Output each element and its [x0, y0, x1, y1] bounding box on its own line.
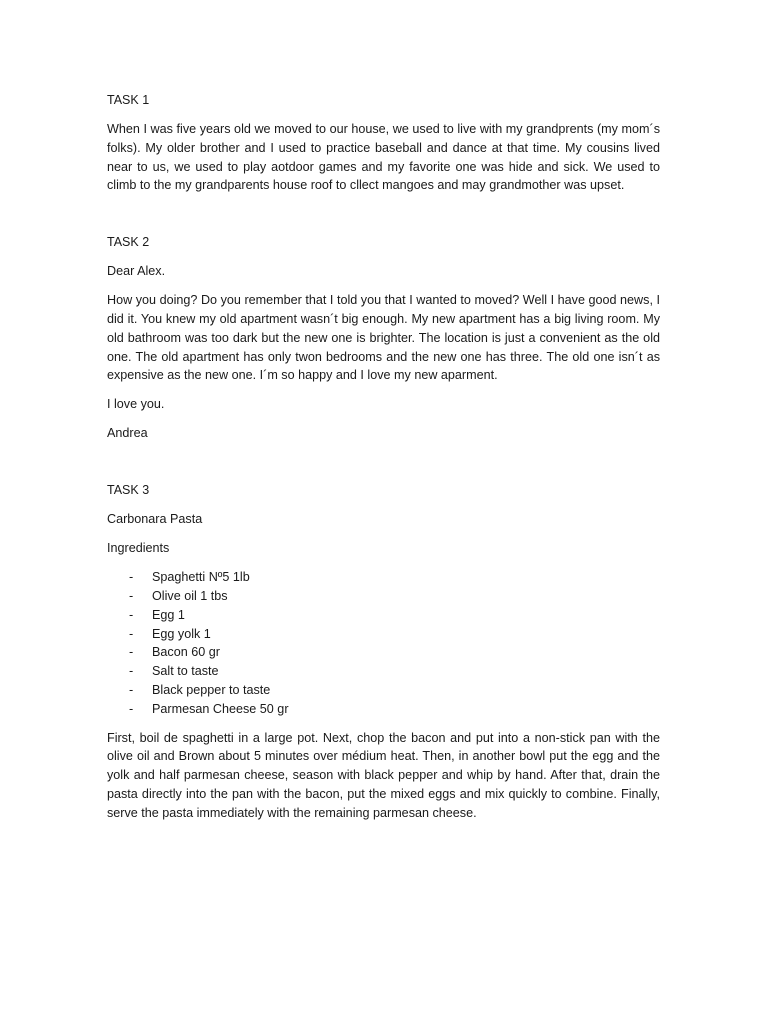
dash-bullet: - — [129, 607, 134, 622]
dash-bullet: - — [129, 701, 134, 716]
document-content — [107, 91, 660, 823]
letter-greeting: Dear Alex. — [107, 264, 166, 279]
ingredient-text: Salt to taste — [152, 664, 219, 679]
letter-body: How you doing? Do you remember that I told you that I wanted to moved? Well I have good news, I did it. You knew my old apartment wasn´t big enough. My new apartment has a big living room. My old bathroom was too dark but the new one is brighter. The location is just a convenient as the old one. The old apartment has only twon bedrooms and the new one has three. The old one isn´t as expensive as the new one. I´m so happy and I love my new aparment. — [107, 293, 660, 383]
task-3-section — [107, 481, 660, 822]
dash-bullet: - — [129, 664, 134, 679]
list-item — [107, 568, 660, 587]
list-item — [107, 681, 660, 700]
dash-bullet: - — [129, 645, 134, 660]
list-item — [107, 643, 660, 662]
ingredients-list — [107, 568, 660, 718]
list-item — [107, 606, 660, 625]
task-1-heading: TASK 1 — [107, 93, 150, 107]
ingredient-text: Spaghetti Nº5 1lb — [152, 570, 250, 585]
letter-signature: Andrea — [107, 426, 148, 441]
dash-bullet: - — [129, 570, 134, 585]
ingredient-text: Parmesan Cheese 50 gr — [152, 701, 289, 716]
list-item — [107, 587, 660, 606]
dash-bullet: - — [129, 588, 134, 603]
recipe-title: Carbonara Pasta — [107, 512, 203, 527]
task-2-section — [107, 233, 660, 443]
task-3-heading: TASK 3 — [107, 483, 150, 498]
task-2-heading: TASK 2 — [107, 235, 150, 250]
list-item — [107, 662, 660, 681]
dash-bullet: - — [129, 682, 134, 697]
ingredient-text: Black pepper to taste — [152, 682, 271, 697]
ingredient-text: Egg yolk 1 — [152, 626, 211, 641]
task-1-paragraph: When I was five years old we moved to our house, we used to live with my grandprents (my mom´s folks). My older brother and I used to practice baseball and dance at that time. My cousins lived near to us, we used to play aotdoor games and my favorite one was hide and sick. We used to climb to the my grandparents house roof to cllect mangoes and may grandmother was upset. — [107, 122, 660, 193]
dash-bullet: - — [129, 626, 134, 641]
list-item — [107, 625, 660, 644]
recipe-instructions: First, boil de spaghetti in a large pot. Next, chop the bacon and put into a non-stick pan with the olive oil and Brown about 5 minutes over médium heat. Then, in another bowl put the egg and the yolk and half parmesan cheese, season with black pepper and whip by hand. After that, drain the pasta directly into the pan with the bacon, put the mixed eggs and mix quickly to combine. Finally, serve the pasta immediately with the remaining parmesan cheese. — [107, 730, 660, 820]
letter-closing: I love you. — [107, 397, 165, 412]
ingredient-text: Egg 1 — [152, 607, 185, 622]
list-item — [107, 700, 660, 719]
task-1-section — [107, 91, 660, 195]
ingredients-label: Ingredients — [107, 541, 170, 556]
ingredient-text: Olive oil 1 tbs — [152, 588, 228, 603]
ingredient-text: Bacon 60 gr — [152, 645, 220, 660]
